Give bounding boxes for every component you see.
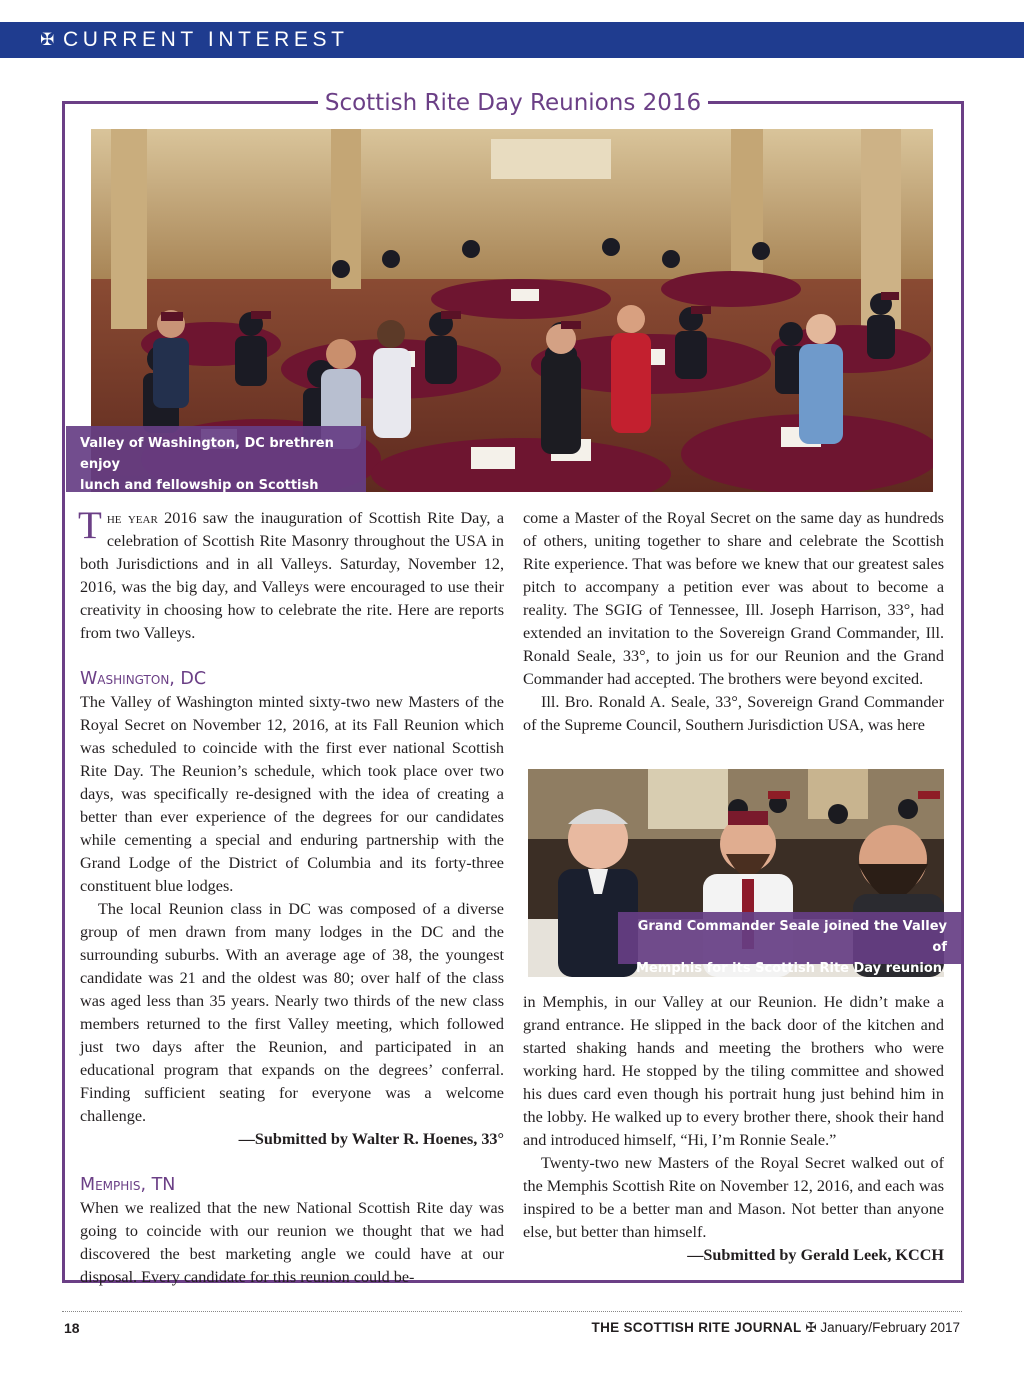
- cross-ornament-icon: ✠: [40, 30, 55, 50]
- journal-title: THE SCOTTISH RITE JOURNAL: [591, 1320, 802, 1335]
- top-photo-caption: [66, 426, 366, 514]
- intro-text: 2016 saw the inauguration of Scottish Rite Day, a celebration of Scottish Rite Masonry throughout the USA in both Jurisdictions and in all Valleys. Saturday, November 12, 2016, was the big day, and Valleys were encouraged to use their creativity in choosing how to celebrate the rite. Here are reports from two Valleys.: [80, 509, 505, 642]
- page-number: 18: [64, 1320, 80, 1336]
- washington-heading: Washington, DC: [80, 669, 207, 689]
- washington-paragraph-2: The local Reunion class in DC was composed of a diverse group of men drawn from many lodges in the DC and the surrounding suburbs. With an average age of 38, the youngest candidate was 21 and the oldest was 80; over half of the class was aged less than 35 years. Nearly two thirds of the new class members returned to the first Valley meeting, which followed just two days after the Reunion, and participated in an educational program that expands on the degrees’ conferral. Finding sufficient seating for everyone was a welcome challenge.: [80, 900, 504, 1125]
- footer-rule: [62, 1311, 962, 1312]
- drop-cap: T: [78, 504, 102, 547]
- memphis-paragraph-2-end: in Memphis, in our Valley at our Reunion. He didn’t make a grand entrance. He slipped in the back door of the kitchen and started shaking hands and meeting the brothers who were working hard. He stopped by the tiling committee and showed his dues card even though his portrait hung just behind him in the lobby. He walked up to every brother there, shook their hand and introduced himself, “Hi, I’m Ronnie Seale.”: [523, 993, 944, 1149]
- memphis-paragraph-1-end: come a Master of the Royal Secret on the same day as hundreds of others, uniting together to share and celebrate the Scottish Rite experience. That was before we knew that our greatest sales pitch to accompany a petition ever was about to become a reality. The SGIG of Tennessee, Ill. Joseph Harrison, 33°, had extended an invitation to the Sovereign Grand Commander, Ill. Ronald Seale, 33°, to join us for our Reunion and the Grand Commander had accepted. The brothers were beyond excited.: [523, 509, 944, 688]
- footer-journal: [592, 1320, 960, 1336]
- memphis-paragraph-3: Twenty-two new Masters of the Royal Secret walked out of the Memphis Scottish Rite on November 12, 2016, and each was inspired to be a better man and Mason. Not better than anyone else, but better than himself.: [523, 1154, 944, 1241]
- top-photo-caption-line2: lunch and fellowship on Scottish Rite Day.: [80, 478, 319, 514]
- intro-small-caps: he year: [106, 509, 158, 527]
- memphis-heading: Memphis, TN: [80, 1175, 176, 1195]
- intro-paragraph: [78, 504, 505, 645]
- section-label: CURRENT INTEREST: [63, 28, 349, 51]
- right-column-lower: [523, 991, 944, 1267]
- memphis-photo-caption-line1: Grand Commander Seale joined the Valley of: [637, 919, 947, 955]
- article-title: Scottish Rite Day Reunions 2016: [318, 84, 708, 122]
- washington-signature: —Submitted by Walter R. Hoenes, 33°: [238, 1130, 504, 1148]
- memphis-signature: —Submitted by Gerald Leek, KCCH: [687, 1246, 944, 1264]
- memphis-paragraph-1-start: When we realized that the new National Scottish Rite day was going to coincide with our reunion we thought that we had discovered the best marketing angle we could have at our disposal. Every candidate for this reunion could be-: [80, 1199, 504, 1286]
- section-band: [0, 22, 1024, 58]
- right-column-upper: [523, 507, 944, 737]
- footer-cross-icon: ✠: [805, 1320, 817, 1335]
- memphis-photo-caption: [618, 912, 961, 976]
- left-column: [78, 504, 505, 1289]
- memphis-paragraph-2-start: Ill. Bro. Ronald A. Seale, 33°, Sovereign Grand Commander of the Supreme Council, Southern Jurisdiction USA, was here: [523, 693, 944, 734]
- issue-date: January/February 2017: [820, 1320, 960, 1335]
- washington-paragraph-1: The Valley of Washington minted sixty-two new Masters of the Royal Secret on November 12, 2016, at its Fall Reunion which was scheduled to coincide with the first ever national Scottish Rite Day. The Reunion’s schedule, which took place over two days, was specifically re-designed with the idea of creating a better than ever experience of the degrees for our candidates while cementing a special and enduring partnership with the Grand Lodge of the District of Columbia and its forty-three constituent blue lodges.: [80, 693, 504, 895]
- top-photo-caption-line1: Valley of Washington, DC brethren enjoy: [80, 436, 334, 472]
- memphis-photo-caption-line2: Memphis for its Scottish Rite Day reunion.: [636, 961, 947, 976]
